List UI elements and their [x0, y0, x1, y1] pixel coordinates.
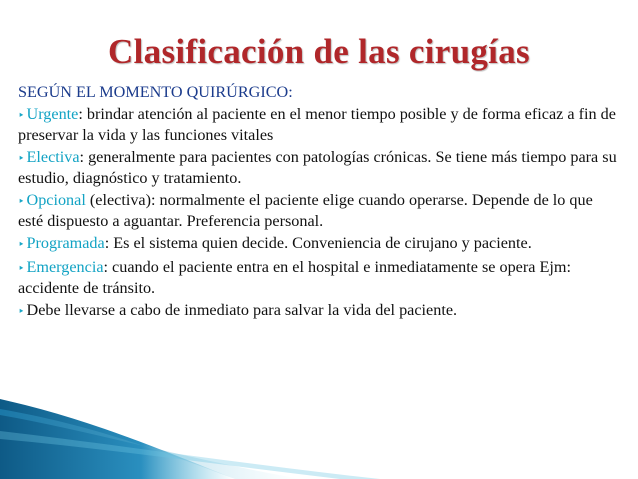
bullet-icon: ‣ — [18, 239, 25, 251]
keyword: Urgente — [26, 105, 79, 123]
keyword: Electiva — [26, 148, 80, 166]
list-item-electiva — [18, 148, 618, 188]
list-item-programada — [18, 234, 618, 255]
item-text: : cuando el paciente entra en el hospital e inmediatamente se opera Ejm: accidente de tránsito. — [18, 258, 571, 297]
item-text: : generalmente para pacientes con patologías crónicas. Se tiene más tiempo para su estudio, diagnóstico y tratamiento. — [18, 148, 617, 187]
bullet-icon: ‣ — [18, 196, 25, 208]
item-text: (electiva): normalmente el paciente elige cuando operarse. Depende de lo que esté dispuesto a aguantar. Preferencia personal. — [18, 191, 593, 230]
item-text: : Es el sistema quien decide. Conveniencia de cirujano y paciente. — [104, 234, 532, 252]
list-item-opcional — [18, 191, 618, 231]
slide-title: Clasificación de las cirugías — [108, 32, 530, 71]
list-item-inmediato — [18, 301, 618, 322]
item-text: : brindar atención al paciente en el menor tiempo posible y de forma eficaz a fin de preservar la vida y las funciones vitales — [18, 105, 616, 144]
keyword: Programada — [26, 234, 105, 252]
keyword: Opcional — [26, 191, 86, 209]
bullet-icon: ‣ — [18, 153, 25, 165]
section-heading: SEGÚN EL MOMENTO QUIRÚRGICO: — [18, 83, 293, 101]
list-item-emergencia — [18, 258, 618, 298]
bullet-icon: ‣ — [18, 263, 25, 275]
corner-swoosh-decoration — [0, 379, 638, 479]
slide-content — [18, 83, 618, 325]
bullet-icon: ‣ — [18, 110, 25, 122]
list-item-urgente — [18, 105, 618, 145]
item-text: Debe llevarse a cabo de inmediato para salvar la vida del paciente. — [26, 301, 458, 319]
bullet-icon: ‣ — [18, 306, 25, 318]
keyword: Emergencia — [26, 258, 104, 276]
